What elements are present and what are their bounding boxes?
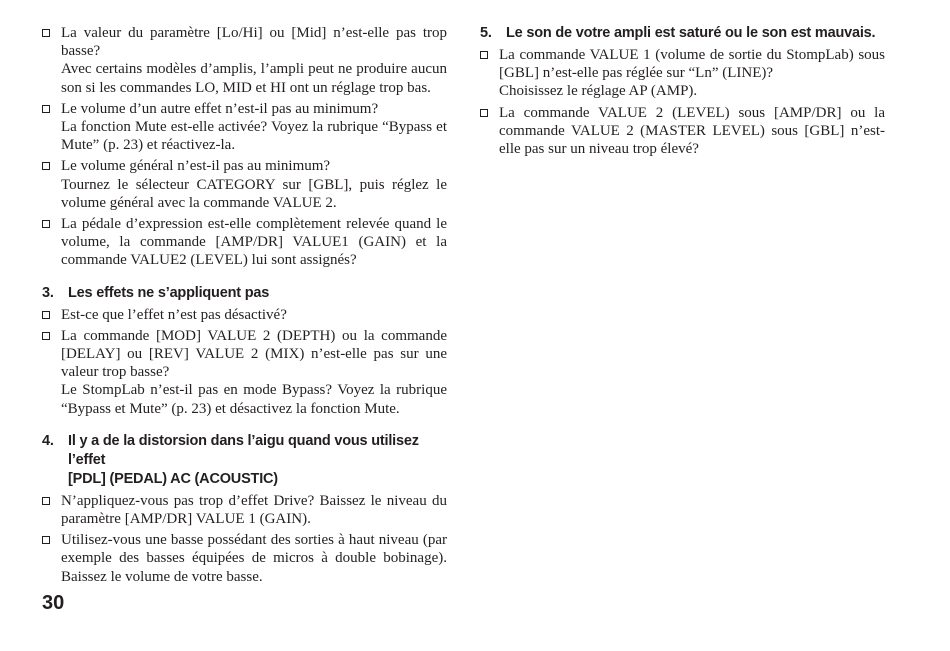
checklist-item: [42, 215, 447, 270]
item-question: Utilisez-vous une basse possédant des sorties à haut niveau (par exemple des basses équipées de micros à double bobinage). Baissez le volume de votre basse.: [61, 532, 447, 585]
checkbox-icon: [42, 497, 50, 505]
item-question: Le volume général n’est-il pas au minimum?: [61, 158, 331, 175]
item-question: La commande VALUE 1 (volume de sortie du StompLab) sous [GBL] n’est-elle pas réglée sur “Ln” (LINE)?: [499, 47, 885, 82]
item-question: N’appliquez-vous pas trop d’effet Drive? Baissez le niveau du paramètre [AMP/DR] VALUE 1 (GAIN).: [61, 492, 447, 528]
item-question: La commande [MOD] VALUE 2 (DEPTH) ou la commande [DELAY] ou [REV] VALUE 2 (MIX) n’est-elle pas sur une valeur trop basse?: [61, 327, 447, 381]
section-title-line2: [PDL] (PEDAL) AC (ACOUSTIC): [68, 470, 278, 487]
checkbox-icon: [42, 311, 50, 319]
checklist-item: [42, 531, 447, 586]
checkbox-icon: [42, 536, 50, 544]
checklist-item: [480, 46, 885, 101]
item-question: La commande VALUE 2 (LEVEL) sous [AMP/DR] ou la commande VALUE 2 (MASTER LEVEL) sous [GBL] n’est-elle pas sur un niveau trop élevé?: [499, 104, 885, 158]
checklist-item: [480, 104, 885, 159]
checklist-item: [42, 24, 447, 97]
checklist-item: [42, 327, 447, 418]
checklist-item: [42, 492, 447, 528]
checkbox-icon: [42, 105, 50, 113]
section-heading-4: [42, 432, 447, 489]
checkbox-icon: [42, 29, 50, 37]
item-question: La pédale d’expression est-elle complètement relevée quand le volume, la commande [AMP/DR] VALUE1 (GAIN) et la commande VALUE2 (LEVEL) lui sont assignés?: [61, 216, 447, 269]
right-column: [480, 24, 885, 161]
item-answer: Le StompLab n’est-il pas en mode Bypass? Voyez la rubrique “Bypass et Mute” (p. 23) et désactivez la fonction Mute.: [61, 382, 447, 417]
section-title: Le son de votre ampli est saturé ou le son est mauvais.: [506, 25, 876, 41]
item-question: La valeur du paramètre [Lo/Hi] ou [Mid] n’est-elle pas trop basse?: [61, 25, 447, 60]
item-answer: Tournez le sélecteur CATEGORY sur [GBL], puis réglez le volume général avec la commande VALUE 2.: [61, 176, 447, 211]
section-title-line1: Il y a de la distorsion dans l’aigu quand vous utilisez l’effet: [68, 432, 419, 468]
section-number: 5.: [480, 25, 492, 41]
section-number: 3.: [42, 284, 54, 301]
checklist-item: [42, 157, 447, 212]
section-heading-5: [480, 24, 885, 43]
left-column: [42, 24, 447, 589]
item-question: Le volume d’un autre effet n’est-il pas au minimum?: [61, 100, 379, 117]
checkbox-icon: [480, 109, 488, 117]
section-number: 4.: [42, 432, 54, 449]
checkbox-icon: [42, 220, 50, 228]
section-heading-3: [42, 284, 447, 303]
checkbox-icon: [42, 332, 50, 340]
checkbox-icon: [480, 51, 488, 59]
checkbox-icon: [42, 162, 50, 170]
checklist-item: [42, 100, 447, 155]
page-number: 30: [42, 592, 65, 614]
section-title: Les effets ne s’appliquent pas: [68, 284, 270, 301]
checklist-item: [42, 306, 447, 324]
item-answer: Choisissez le réglage AP (AMP).: [499, 83, 698, 100]
item-answer: Avec certains modèles d’amplis, l’ampli peut ne produire aucun son si les commandes LO, MID et HI ont un réglage trop bas.: [61, 61, 447, 96]
item-answer: La fonction Mute est-elle activée? Voyez la rubrique “Bypass et Mute” (p. 23) et réactivez-la.: [61, 119, 447, 154]
item-question: Est-ce que l’effet n’est pas désactivé?: [61, 306, 287, 323]
